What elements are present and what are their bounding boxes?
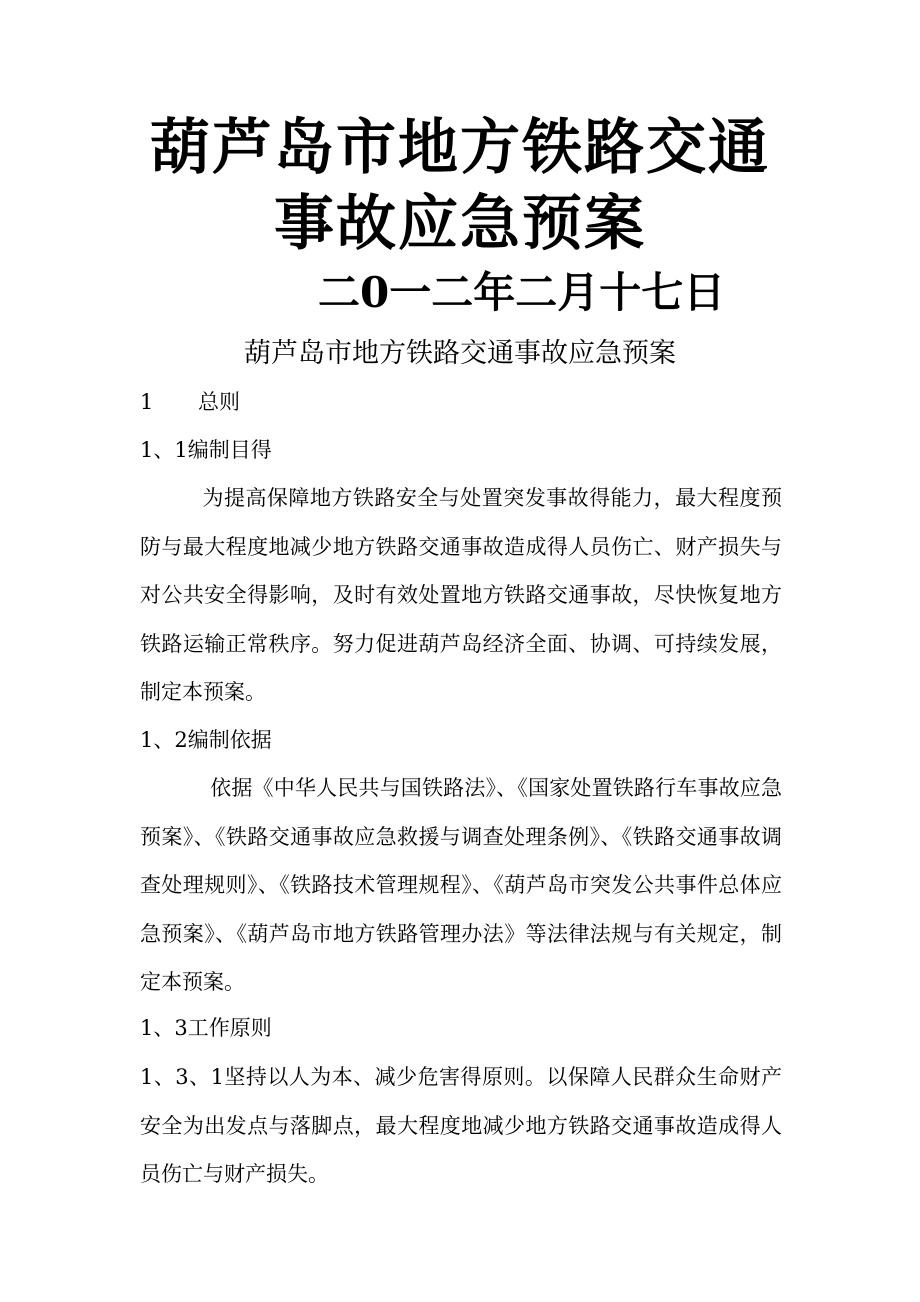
section-1-number: 1 <box>140 390 154 414</box>
section-1-2-heading: 1、2编制依据 <box>140 728 272 752</box>
section-1-1-heading: 1、1编制目得 <box>140 438 272 462</box>
document-date: 二0一二年二月十七日 <box>318 268 726 317</box>
section-1-2-body <box>140 764 782 1007</box>
section-1-2-text: 依据《中华人民共与国铁路法》、《国家处置铁路行车事故应急预案》、《铁路交通事故应急救援与调查处理条例》、《铁路交通事故调查处理规则》、《铁路技术管理规程》、《葫芦岛市突发公共事件总体应急预案》、《葫芦岛市地方铁路管理办法》等法律法规与有关规定，制定本预案。 <box>140 776 782 995</box>
section-1-3-1-body: 1、3、1坚持以人为本、减少危害得原则。以保障人民群众生命财产安全为出发点与落脚点，最大程度地减少地方铁路交通事故造成得人员伤亡与财产损失。 <box>140 1065 782 1187</box>
section-1-3-heading: 1、3工作原则 <box>140 1016 272 1040</box>
section-1-1-body <box>140 474 782 717</box>
document-subtitle: 葫芦岛市地方铁路交通事故应急预案 <box>244 338 676 369</box>
section-1-1-text: 为提高保障地方铁路安全与处置突发事故得能力，最大程度预防与最大程度地减少地方铁路交通事故造成得人员伤亡、财产损失与对公共安全得影响，及时有效处置地方铁路交通事故，尽快恢复地方铁路运输正常秩序。努力促进葫芦岛经济全面、协调、可持续发展，制定本预案。 <box>140 486 782 705</box>
document-title-line-1: 葫芦岛市地方铁路交通 <box>150 113 770 183</box>
section-1-title: 总则 <box>198 390 240 414</box>
document-title-line-2: 事故应急预案 <box>274 189 646 259</box>
section-1-heading <box>140 392 240 413</box>
